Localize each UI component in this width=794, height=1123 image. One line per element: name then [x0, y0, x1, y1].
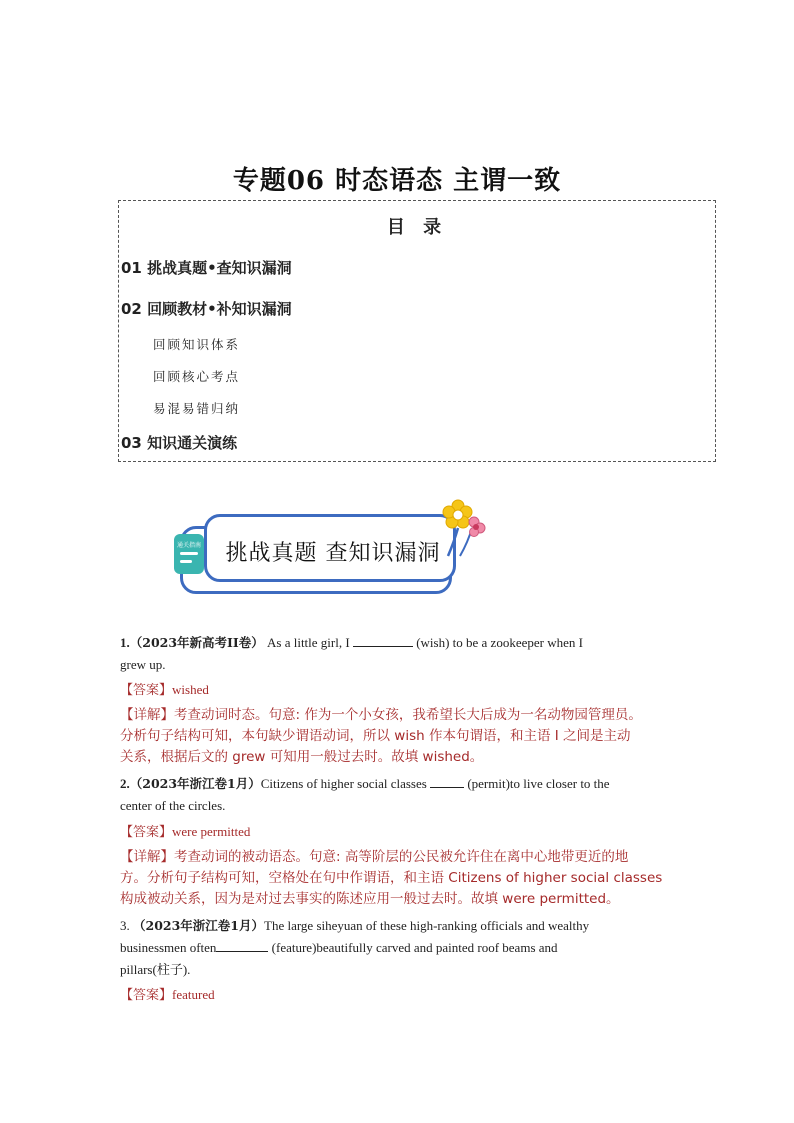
question-text: pillars(柱子). [120, 962, 191, 977]
badge-line [180, 552, 198, 555]
guide-badge-icon [174, 534, 204, 574]
toc-heading: 目 录 [386, 217, 448, 238]
answer-label: 【答案】 [120, 988, 173, 1003]
question-number: 2. [120, 776, 130, 791]
question-text: (feature)beautifully carved and painted roof beams and [268, 940, 558, 955]
question-text: As a little girl, I [263, 635, 353, 650]
badge-line [180, 560, 192, 563]
banner-title: 挑战真题 查知识漏洞 [225, 541, 441, 566]
detail-line: 方。分析句子结构可知，空格处在句中作谓语，和主语 Citizens of higher social classes [120, 870, 663, 886]
question-2 [120, 773, 680, 817]
page-title: 专题06 时态语态 主谓一致 [232, 166, 562, 196]
answer-value: were permitted [172, 824, 251, 839]
toc-subitem-common-mistakes[interactable]: 易混易错归纳 [153, 401, 241, 416]
detail-1 [120, 705, 680, 768]
answer-blank[interactable] [353, 632, 413, 647]
banner-front-frame [204, 514, 456, 582]
question-1 [120, 632, 680, 676]
answer-blank[interactable] [430, 773, 464, 788]
question-text: (wish) to be a zookeeper when I [412, 635, 583, 650]
question-text: The large siheyuan of these high-ranking officials and wealthy [264, 918, 590, 933]
answer-value: wished [172, 682, 209, 697]
answer-blank[interactable] [216, 937, 268, 952]
question-3 [120, 915, 680, 981]
answer-3 [120, 984, 680, 1007]
section-banner [170, 498, 500, 598]
answer-value: featured [172, 987, 215, 1002]
question-source: （2023年浙江卷1月） [133, 918, 264, 933]
question-source: （2023年浙江卷1月） [129, 776, 261, 791]
toc-item-03[interactable]: 03 知识通关演练 [121, 434, 238, 452]
detail-line: 考查动词时态。句意: 作为一个小女孩，我希望长大后成为一名动物园管理员。 [174, 707, 642, 723]
answer-label: 【答案】 [120, 825, 173, 840]
toc-subitem-core-points[interactable]: 回顾核心考点 [153, 369, 241, 384]
question-number: 3. [120, 918, 130, 933]
question-text: Citizens of higher social classes [260, 776, 431, 791]
detail-label: 【详解】 [120, 849, 174, 865]
question-text: businessmen often [120, 940, 217, 955]
detail-line: 构成被动关系，因为是对过去事实的陈述应用一般过去时。故填 were permitted。 [120, 891, 620, 907]
toc-subitem-knowledge-system[interactable]: 回顾知识体系 [153, 337, 241, 352]
question-text: (permit)to live closer to the [464, 776, 610, 791]
question-number: 1. [120, 635, 130, 650]
detail-line: 分析句子结构可知，本句缺少谓语动词，所以 wish 作本句谓语，和主语 I 之间是主动 [120, 728, 631, 744]
detail-2 [120, 847, 680, 910]
answer-2 [120, 821, 680, 844]
detail-label: 【详解】 [120, 707, 174, 723]
table-of-contents [118, 200, 716, 462]
detail-line: 关系，根据后文的 grew 可知用一般过去时。故填 wished。 [120, 749, 484, 765]
answer-1 [120, 679, 680, 702]
toc-item-02[interactable]: 02 回顾教材•补知识漏洞 [121, 300, 292, 318]
question-source: （2023年新高考II卷） [129, 635, 264, 650]
badge-text: 通关指南 [176, 542, 201, 549]
answer-label: 【答案】 [120, 683, 173, 698]
detail-line: 考查动词的被动语态。句意: 高等阶层的公民被允许住在离中心地带更近的地 [174, 849, 629, 865]
flower-icon [438, 498, 496, 558]
question-text: center of the circles. [120, 798, 226, 813]
toc-item-01[interactable]: 01 挑战真题•查知识漏洞 [121, 259, 292, 277]
question-text: grew up. [120, 657, 166, 672]
